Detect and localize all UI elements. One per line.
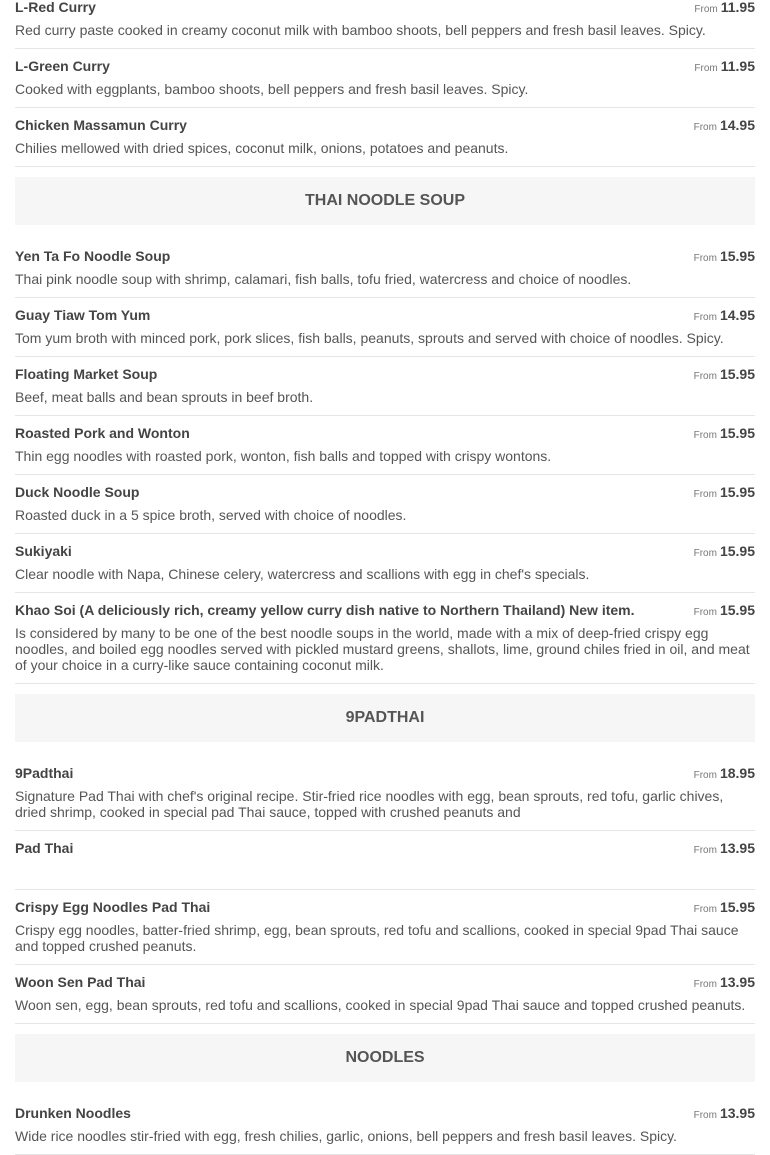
from-label: From bbox=[693, 845, 717, 856]
menu-item-name: Chicken Massamun Curry bbox=[15, 117, 187, 133]
from-label: From bbox=[693, 371, 717, 382]
menu-item-price bbox=[694, 484, 755, 503]
from-label: From bbox=[693, 979, 717, 990]
menu-item-price bbox=[694, 425, 755, 444]
menu-item[interactable] bbox=[15, 593, 755, 684]
menu-item-name: Sukiyaki bbox=[15, 543, 72, 559]
price-amount: 13.95 bbox=[719, 974, 755, 990]
menu-item-description: Clear noodle with Napa, Chinese celery, watercress and scallions with egg in chef's specials. bbox=[15, 566, 590, 582]
menu-item-price bbox=[694, 1105, 755, 1124]
menu-item-description: Wide rice noodles stir-fried with egg, fresh chilies, garlic, onions, bell peppers and fresh basil leaves. Spicy. bbox=[15, 1128, 677, 1144]
menu-item-price bbox=[694, 602, 755, 621]
menu-item[interactable] bbox=[15, 1096, 755, 1155]
menu-item[interactable] bbox=[15, 108, 755, 167]
menu-item-name: L-Green Curry bbox=[15, 58, 110, 74]
price-amount: 13.95 bbox=[719, 1105, 755, 1121]
menu-item-price bbox=[694, 765, 755, 784]
menu-item-name: Roasted Pork and Wonton bbox=[15, 425, 190, 441]
menu-item-name: Khao Soi (A deliciously rich, creamy yellow curry dish native to Northern Thailand) New item. bbox=[15, 602, 635, 618]
menu-item[interactable] bbox=[15, 890, 755, 965]
menu-item-price bbox=[694, 366, 755, 385]
menu-item[interactable] bbox=[15, 534, 755, 593]
menu-item-name: Duck Noodle Soup bbox=[15, 484, 140, 500]
price-amount: 11.95 bbox=[720, 0, 755, 15]
price-amount: 15.95 bbox=[719, 899, 755, 915]
menu-item-description: Roasted duck in a 5 spice broth, served with choice of noodles. bbox=[15, 507, 407, 523]
from-label: From bbox=[693, 1110, 717, 1121]
menu-item-description: Tom yum broth with minced pork, pork slices, fish balls, peanuts, sprouts and served with choice of noodles. Spicy. bbox=[15, 330, 724, 346]
menu-item[interactable] bbox=[15, 475, 755, 534]
section-header: 9PADTHAI bbox=[15, 694, 755, 742]
section-header: THAI NOODLE SOUP bbox=[15, 177, 755, 225]
menu-item-description: Red curry paste cooked in creamy coconut milk with bamboo shoots, bell peppers and fresh basil leaves. Spicy. bbox=[15, 22, 706, 38]
menu-item-price bbox=[694, 543, 755, 562]
menu-item-name: 9Padthai bbox=[15, 765, 74, 781]
menu-item-name: Crispy Egg Noodles Pad Thai bbox=[15, 899, 211, 915]
menu-item[interactable] bbox=[15, 756, 755, 831]
menu-item-price bbox=[694, 58, 755, 77]
menu-item[interactable] bbox=[15, 965, 755, 1024]
price-amount: 15.95 bbox=[719, 543, 755, 559]
from-label: From bbox=[693, 430, 717, 441]
menu-item-price bbox=[694, 899, 755, 918]
menu-item[interactable] bbox=[15, 0, 755, 49]
menu-list bbox=[15, 0, 755, 1155]
from-label: From bbox=[693, 312, 717, 323]
price-amount: 15.95 bbox=[719, 425, 755, 441]
menu-item[interactable] bbox=[15, 831, 755, 890]
menu-item[interactable] bbox=[15, 416, 755, 475]
from-label: From bbox=[693, 253, 717, 264]
menu-item-price bbox=[694, 840, 755, 859]
price-amount: 14.95 bbox=[719, 117, 755, 133]
from-label: From bbox=[693, 122, 717, 133]
from-label: From bbox=[693, 489, 717, 500]
price-amount: 15.95 bbox=[719, 366, 755, 382]
menu-item-name: Drunken Noodles bbox=[15, 1105, 131, 1121]
menu-item-name: Pad Thai bbox=[15, 840, 74, 856]
from-label: From bbox=[693, 904, 717, 915]
menu-item-description: Signature Pad Thai with chef's original recipe. Stir-fried rice noodles with egg, bean sprouts, red tofu, garlic chives, dried shrimp, cooked in special pad Thai sauce, topped with crushed peanuts and bbox=[15, 788, 724, 820]
menu-item[interactable] bbox=[15, 49, 755, 108]
menu-item-name: L-Red Curry bbox=[15, 0, 96, 15]
from-label: From bbox=[693, 607, 717, 618]
menu-item[interactable] bbox=[15, 239, 755, 298]
menu-item-price bbox=[694, 974, 755, 993]
from-label: From bbox=[694, 4, 718, 15]
menu-item[interactable] bbox=[15, 357, 755, 416]
menu-item-description: Beef, meat balls and bean sprouts in beef broth. bbox=[15, 389, 314, 405]
menu-item-description: Is considered by many to be one of the best noodle soups in the world, made with a mix of deep-fried crispy egg noodles, and boiled egg noodles served with pickled mustard greens, shallots, lime, ground chiles fried in oil, and meat of your choice in a curry-like sauce containing coconut milk. bbox=[15, 625, 750, 673]
price-amount: 14.95 bbox=[719, 307, 755, 323]
menu-item-price bbox=[694, 0, 755, 18]
menu-item-description: Woon sen, egg, bean sprouts, red tofu and scallions, cooked in special 9pad Thai sauce and topped crushed peanuts. bbox=[15, 997, 746, 1013]
menu-item-description bbox=[15, 863, 755, 879]
menu-item-price bbox=[694, 248, 755, 267]
price-amount: 18.95 bbox=[719, 765, 755, 781]
menu-item[interactable] bbox=[15, 298, 755, 357]
menu-item-price bbox=[694, 307, 755, 326]
from-label: From bbox=[693, 548, 717, 559]
menu-item-name: Guay Tiaw Tom Yum bbox=[15, 307, 151, 323]
price-amount: 13.95 bbox=[719, 840, 755, 856]
price-amount: 15.95 bbox=[719, 248, 755, 264]
price-amount: 11.95 bbox=[720, 58, 755, 74]
menu-item-name: Woon Sen Pad Thai bbox=[15, 974, 146, 990]
menu-item-description: Chilies mellowed with dried spices, coconut milk, onions, potatoes and peanuts. bbox=[15, 140, 509, 156]
menu-item-name: Floating Market Soup bbox=[15, 366, 158, 382]
price-amount: 15.95 bbox=[719, 602, 755, 618]
menu-item-price bbox=[694, 117, 755, 136]
section-header: NOODLES bbox=[15, 1034, 755, 1082]
menu-item-description: Thai pink noodle soup with shrimp, calamari, fish balls, tofu fried, watercress and choice of noodles. bbox=[15, 271, 632, 287]
menu-item-description: Crispy egg noodles, batter-fried shrimp, egg, bean sprouts, red tofu and scallions, cooked in special 9pad Thai sauce and topped crushed peanuts. bbox=[15, 922, 739, 954]
price-amount: 15.95 bbox=[719, 484, 755, 500]
menu-item-description: Cooked with eggplants, bamboo shoots, bell peppers and fresh basil leaves. Spicy. bbox=[15, 81, 529, 97]
from-label: From bbox=[694, 63, 718, 74]
menu-item-description: Thin egg noodles with roasted pork, wonton, fish balls and topped with crispy wontons. bbox=[15, 448, 552, 464]
menu-item-name: Yen Ta Fo Noodle Soup bbox=[15, 248, 171, 264]
from-label: From bbox=[693, 770, 717, 781]
